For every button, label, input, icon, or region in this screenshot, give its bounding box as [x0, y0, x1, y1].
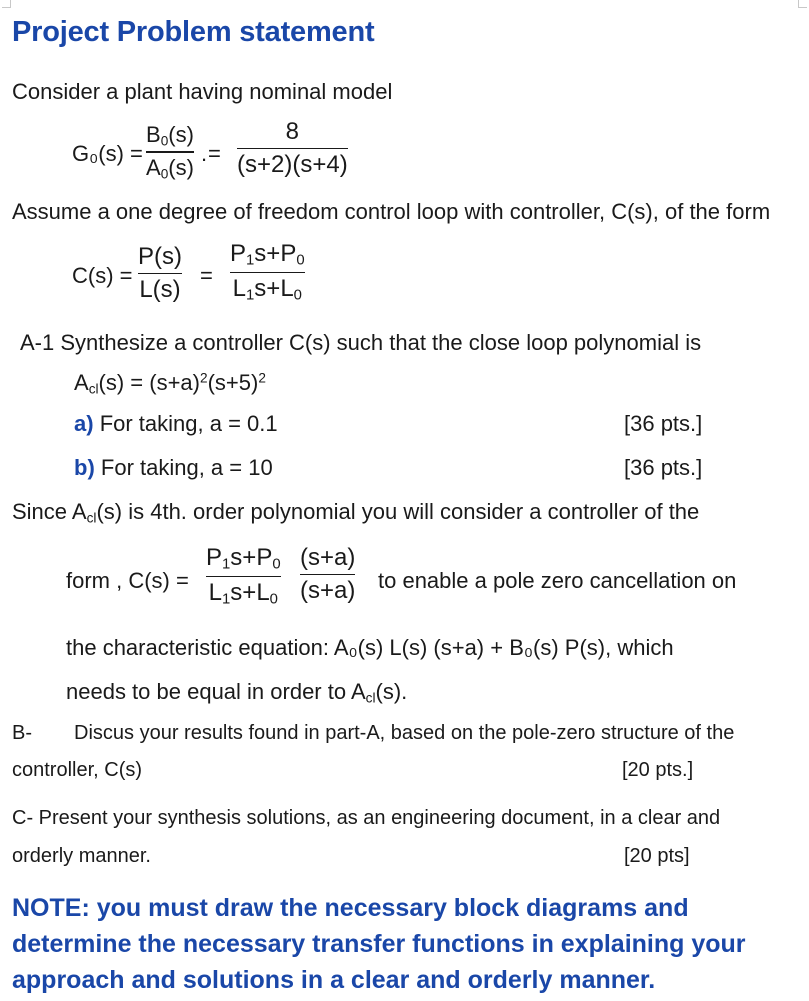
eq1-equals: = — [208, 141, 221, 166]
part-a-item — [74, 411, 278, 437]
form-label: form , C(s) = — [66, 568, 189, 593]
corner-mark-left — [2, 0, 11, 8]
part-b-letter: b) — [74, 455, 95, 480]
part-c-line2: orderly manner. — [12, 845, 151, 867]
eq1-fraction-left: $B_0(s)$ $A_0(s)$ — [146, 122, 194, 181]
characteristic-equation-text: the characteristic equation: A₀(s) L(s) (s+a) + B₀(s) P(s), which — [66, 635, 674, 660]
part-b-discuss-line1: Discus your results found in part-A, based on the pole-zero structure of the — [74, 722, 735, 744]
page-title: Project Problem statement — [12, 16, 375, 48]
intro-text: Consider a plant having nominal model — [12, 79, 393, 104]
part-b-label: B- — [12, 722, 32, 744]
part-b-points: [36 pts.] — [624, 455, 703, 480]
part-b-discuss-points: [20 pts.] — [622, 759, 694, 781]
part-b-item — [74, 455, 273, 481]
part-a-text: For taking, a = 0.1 — [99, 411, 278, 436]
part-a-letter: a) — [74, 411, 94, 436]
acl-equation: $A_{cl}(s) = (s+a)^2(s+5)^2$ — [74, 370, 266, 397]
eq2-fraction-left: P(s) L(s) — [138, 243, 182, 304]
a1-statement: A-1 Synthesize a controller C(s) such that the close loop polynomial is — [20, 330, 702, 355]
needs-text: needs to be equal in order to $A_{cl}(s)$. — [66, 679, 408, 706]
part-a-points: [36 pts.] — [624, 411, 703, 436]
since-text: Since $A_{cl}(s)$ is 4th. order polynomial you will consider a controller of the — [12, 499, 700, 526]
part-c-line1: C- Present your synthesis solutions, as an engineering document, in a clear and — [12, 807, 721, 829]
part-b-discuss-line2: controller, C(s) — [12, 759, 143, 781]
eq1-fraction-right: 8 (s+2)(s+4) — [237, 118, 348, 179]
form-fraction-sa: (s+a) (s+a) — [300, 544, 356, 605]
eq1-lhs: G₀(s) = — [72, 141, 143, 166]
eq2-fraction-right: $P_1s+P_0$ $L_1s+L_0$ — [230, 240, 305, 305]
note-text: NOTE: you must draw the necessary block diagrams and determine the necessary transfer functions in explaining your approach and solutions in a clear and orderly manner. — [12, 894, 746, 994]
eq2-equals: = — [200, 263, 213, 288]
eq1-dot: . — [201, 141, 208, 166]
corner-mark-right — [798, 0, 807, 8]
form-fraction-p-l: $P_1s+P_0$ $L_1s+L_0$ — [206, 544, 281, 609]
part-c-points: [20 pts] — [624, 845, 690, 867]
part-b-text: For taking, a = 10 — [100, 455, 273, 480]
assume-text: Assume a one degree of freedom control loop with controller, C(s), of the form — [12, 199, 771, 224]
eq2-lhs: C(s) = — [72, 263, 133, 288]
form-tail-text: to enable a pole zero cancellation on — [378, 568, 737, 593]
